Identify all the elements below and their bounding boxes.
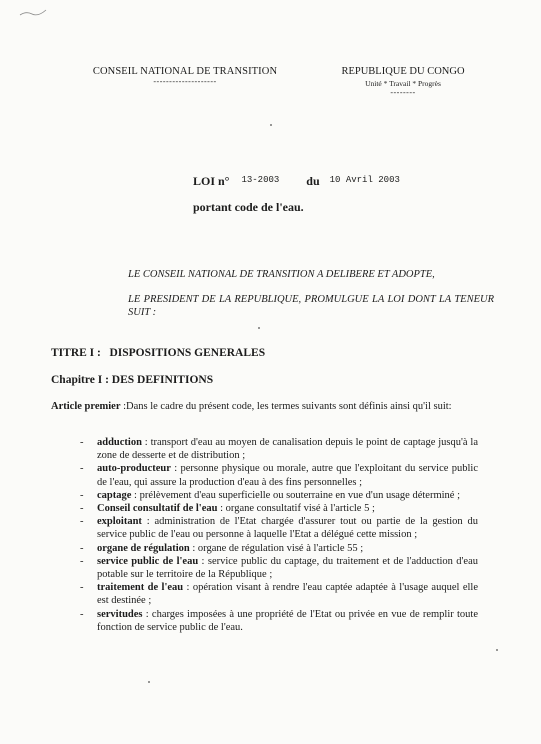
definition-text: : opération visant à rendre l'eau captée adaptée à l'usage auquel elle est destinée ; bbox=[97, 582, 478, 607]
country-title: REPUBLIQUE DU CONGO bbox=[341, 66, 465, 77]
definition-term: auto-producteur bbox=[97, 463, 171, 475]
bullet-dash: - bbox=[80, 608, 84, 620]
bullet-dash: - bbox=[80, 516, 84, 528]
bullet-dash: - bbox=[80, 555, 84, 567]
law-date: 10 Avril 2003 bbox=[329, 175, 400, 185]
header-right bbox=[318, 66, 488, 97]
list-item bbox=[80, 581, 478, 607]
bullet-dash: - bbox=[80, 463, 84, 475]
list-item bbox=[80, 608, 478, 634]
definition-text: : administration de l'Etat chargée d'assurer tout ou partie de la gestion du service public de l'eau ou personne à laquelle l'Etat a délégué cette mission ; bbox=[97, 516, 478, 541]
definition-term: service public de l'eau bbox=[97, 555, 199, 567]
preamble-adoption: LE CONSEIL NATIONAL DE TRANSITION A DELIBERE ET ADOPTE, bbox=[128, 269, 435, 280]
bullet-dash: - bbox=[80, 542, 84, 554]
bullet-dash: - bbox=[80, 582, 84, 594]
law-number: 13-2003 bbox=[241, 175, 280, 185]
scan-mark-icon bbox=[18, 8, 48, 18]
law-subject: portant code de l'eau. bbox=[193, 200, 304, 214]
definition-text: : organe de régulation visé à l'article 55 ; bbox=[189, 542, 364, 554]
bullet-dash: - bbox=[80, 489, 84, 501]
definition-term: Conseil consultatif de l'eau bbox=[97, 503, 218, 515]
definition-text: : organe consultatif visé à l'article 5 ; bbox=[217, 503, 375, 515]
article-heading: Article premier bbox=[51, 401, 121, 412]
list-item bbox=[80, 462, 478, 488]
issuer-separator: -------------------- bbox=[153, 77, 217, 86]
definition-text: : prélèvement d'eau superficielle ou souterraine en vue d'un usage déterminé ; bbox=[131, 489, 460, 501]
scan-speck bbox=[496, 649, 498, 651]
list-item bbox=[80, 489, 478, 502]
date-label: du bbox=[306, 174, 320, 188]
bullet-dash: - bbox=[80, 437, 84, 448]
country-separator: -------- bbox=[390, 88, 416, 97]
article-intro-text: :Dans le cadre du présent code, les termes suivants sont définis ainsi qu'il suit: bbox=[120, 401, 452, 412]
definition-term: traitement de l'eau bbox=[97, 582, 184, 594]
list-item bbox=[80, 436, 478, 462]
scan-speck bbox=[258, 327, 260, 329]
definition-term: servitudes bbox=[97, 608, 143, 620]
definition-term: organe de régulation bbox=[97, 542, 190, 554]
list-item bbox=[80, 542, 478, 555]
law-reference bbox=[193, 174, 400, 189]
definitions-list bbox=[80, 436, 478, 634]
title-heading: TITRE I : DISPOSITIONS GENERALES bbox=[51, 347, 266, 359]
definition-text: : personne physique ou morale, autre que l'exploitant du service public de l'eau, qui assure la production d'eau à des fins personnelles ; bbox=[97, 463, 478, 488]
list-item bbox=[80, 555, 478, 581]
list-item bbox=[80, 502, 478, 515]
list-item bbox=[80, 515, 478, 541]
article-intro bbox=[51, 400, 491, 413]
definition-term: captage bbox=[97, 489, 132, 501]
bullet-dash: - bbox=[80, 503, 84, 515]
definition-text: : charges imposées à une propriété de l'Etat ou privée en vue de remplir toute fonction de service public de l'eau. bbox=[97, 608, 478, 633]
issuer-title: CONSEIL NATIONAL DE TRANSITION bbox=[92, 66, 278, 77]
national-motto: Unité * Travail * Progrès bbox=[365, 79, 441, 88]
definition-text: : service public du captage, du traitement et de l'adduction d'eau potable sur le territoire de la République ; bbox=[97, 555, 479, 581]
definition-text: : transport d'eau au moyen de canalisation depuis le point de captage jusqu'à la zone de desserte et de distribution ; bbox=[97, 437, 478, 462]
law-label: LOI n° bbox=[193, 174, 230, 188]
definition-term: exploitant bbox=[97, 516, 142, 528]
scan-speck bbox=[148, 681, 150, 683]
header-left bbox=[80, 66, 290, 86]
definition-term: adduction bbox=[97, 437, 142, 448]
scan-speck bbox=[270, 124, 272, 126]
preamble-promulgation: LE PRESIDENT DE LA REPUBLIQUE, PROMULGUE LA LOI DONT LA TENEUR SUIT : bbox=[128, 294, 494, 318]
chapter-heading: Chapitre I : DES DEFINITIONS bbox=[51, 374, 214, 386]
